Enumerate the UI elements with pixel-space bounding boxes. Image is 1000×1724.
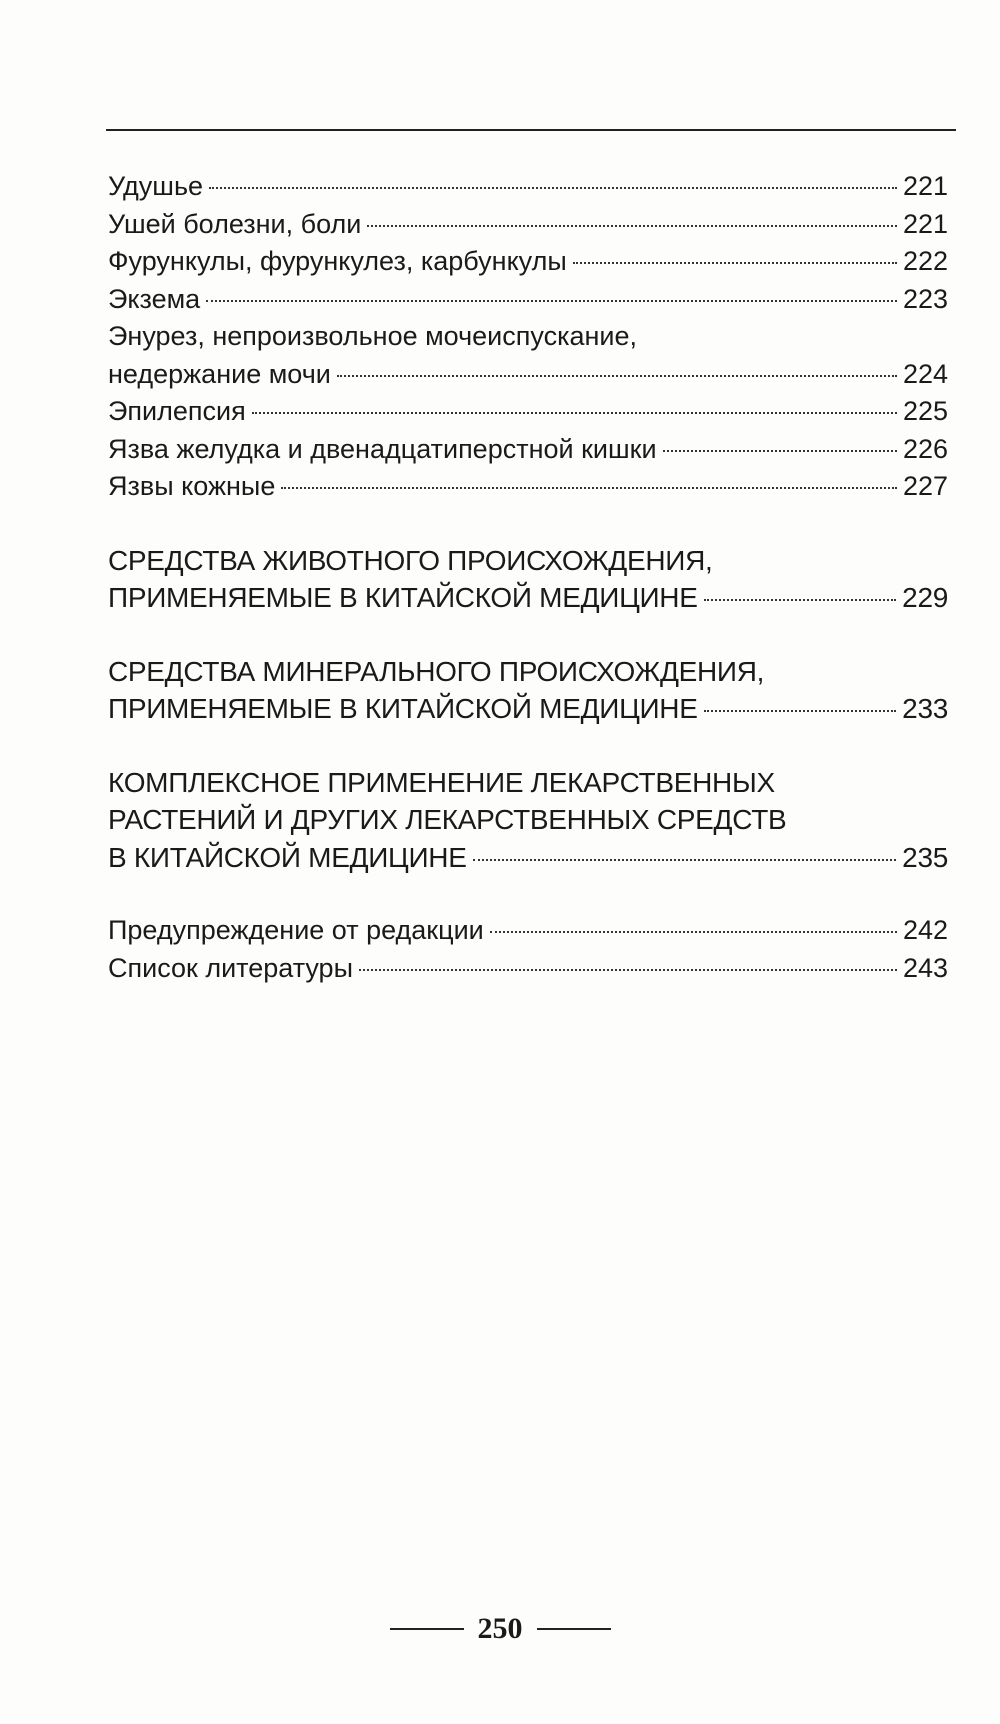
toc-entry-page-number: 235 <box>902 841 948 873</box>
dot-leader <box>337 375 897 377</box>
toc-entry-title: Ушей болезни, боли <box>108 208 362 239</box>
toc-entry-title: Фурункулы, фурункулез, карбункулы <box>108 246 567 276</box>
toc-entry[interactable] <box>108 431 948 469</box>
toc-entry-title-line: СРЕДСТВА ЖИВОТНОГО ПРОИСХОЖДЕНИЯ, <box>108 544 713 576</box>
folio-left-dash <box>390 1628 464 1630</box>
toc-entry-title: Список литературы <box>108 952 353 983</box>
dot-leader <box>281 487 897 489</box>
toc-entry[interactable] <box>108 912 948 950</box>
toc-entry-page-number: 233 <box>902 693 948 724</box>
folio-right-dash <box>537 1628 611 1630</box>
toc-entry[interactable] <box>108 318 948 393</box>
table-of-contents <box>108 168 948 987</box>
toc-entry-title: Язва желудка и двенадцатиперстной кишки <box>108 433 657 464</box>
toc-entry[interactable] <box>108 542 948 617</box>
dot-leader <box>663 450 897 452</box>
dot-leader <box>252 412 897 414</box>
toc-entry-page-number: 224 <box>902 358 948 389</box>
toc-entry-page-number: 227 <box>902 471 948 501</box>
toc-entry-page-number: 225 <box>902 396 948 426</box>
page-number: 250 <box>477 1612 523 1645</box>
dot-leader <box>209 187 897 189</box>
toc-entry[interactable] <box>108 468 948 506</box>
toc-entry-page-number: 223 <box>902 283 948 314</box>
toc-entry-page-number: 229 <box>902 582 948 613</box>
toc-entry[interactable] <box>108 281 948 319</box>
toc-entry[interactable] <box>108 393 948 431</box>
toc-entry-page-number: 243 <box>902 952 948 983</box>
toc-entry-title-line: СРЕДСТВА МИНЕРАЛЬНОГО ПРОИСХОЖДЕНИЯ, <box>108 655 765 687</box>
toc-section <box>108 653 948 728</box>
toc-entry-page-number: 222 <box>902 246 948 276</box>
toc-entry-title: ПРИМЕНЯЕМЫЕ В КИТАЙСКОЙ МЕДИЦИНЕ <box>108 582 698 613</box>
dot-leader <box>359 969 897 971</box>
toc-entry[interactable] <box>108 764 948 877</box>
toc-entry-title: недержание мочи <box>108 358 331 389</box>
toc-entry-title-line: РАСТЕНИЙ И ДРУГИХ ЛЕКАРСТВЕННЫХ СРЕДСТВ <box>108 804 787 835</box>
toc-entry-page-number: 226 <box>902 433 948 464</box>
dot-leader <box>490 931 897 933</box>
dot-leader <box>704 599 897 601</box>
toc-entry-title: Удушье <box>108 171 204 201</box>
toc-entry-page-number: 221 <box>902 171 948 201</box>
toc-section <box>108 542 948 617</box>
toc-entry-title: Экзема <box>108 283 201 314</box>
toc-entry[interactable] <box>108 243 948 281</box>
dot-leader <box>206 300 897 302</box>
toc-entry-title: ПРИМЕНЯЕМЫЕ В КИТАЙСКОЙ МЕДИЦИНЕ <box>108 693 698 724</box>
dot-leader <box>704 710 897 712</box>
toc-entry-title: Эпилепсия <box>108 396 246 426</box>
toc-entry[interactable] <box>108 168 948 206</box>
toc-section <box>108 912 948 987</box>
toc-entry[interactable] <box>108 653 948 728</box>
toc-section <box>108 764 948 877</box>
toc-entry[interactable] <box>108 206 948 244</box>
toc-entry-title-line: КОМПЛЕКСНОЕ ПРИМЕНЕНИЕ ЛЕКАРСТВЕННЫХ <box>108 766 775 798</box>
dot-leader <box>473 859 897 861</box>
header-rule <box>106 129 956 131</box>
toc-entry-page-number: 242 <box>902 915 948 945</box>
dot-leader <box>573 262 897 264</box>
toc-entry-title: Предупреждение от редакции <box>108 915 484 945</box>
dot-leader <box>367 225 897 227</box>
toc-entry-title-line: Энурез, непроизвольное мочеиспускание, <box>108 321 638 351</box>
toc-entry-title: В КИТАЙСКОЙ МЕДИЦИНЕ <box>108 841 467 873</box>
toc-section <box>108 168 948 506</box>
page-folio <box>0 1612 1000 1646</box>
toc-entry[interactable] <box>108 950 948 988</box>
toc-entry-title: Язвы кожные <box>108 471 276 501</box>
toc-entry-page-number: 221 <box>902 208 948 239</box>
